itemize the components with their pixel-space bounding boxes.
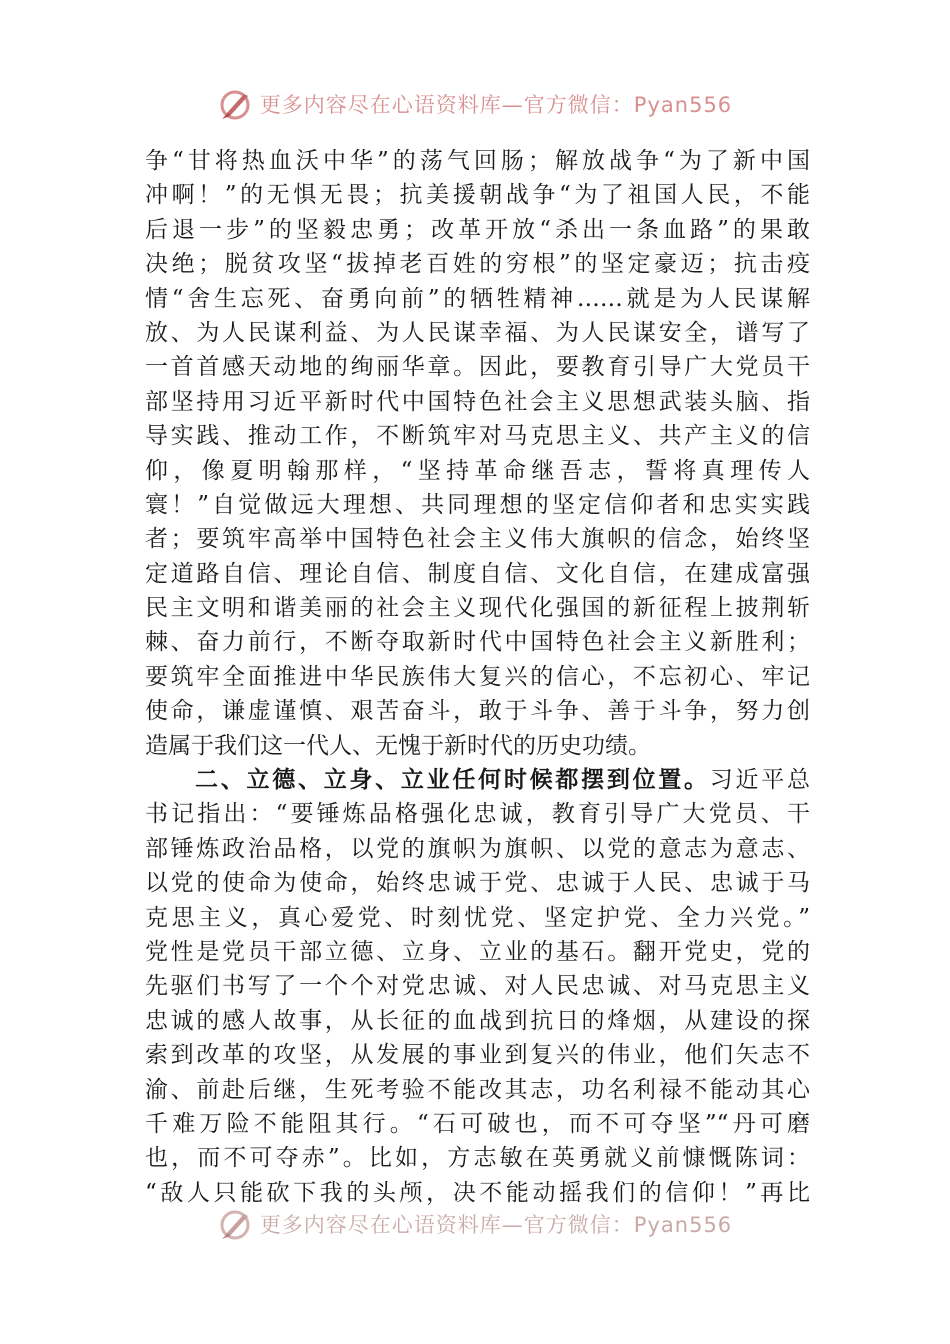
text-line: 者；要筑牢高举中国特色社会主义伟大旗帜的信念，始终坚	[145, 526, 810, 553]
watermark-footer	[0, 1204, 950, 1244]
section-heading: 二、立德、立身、立业任何时候都摆到位置。	[195, 766, 710, 794]
text-line: 渝、前赴后继，生死考验不能改其志，功名利禄不能动其心	[145, 1076, 810, 1103]
text-line: 造属于我们这一代人、无愧于新时代的历史功绩。	[145, 732, 651, 759]
watermark-text: 更多内容尽在心语资料库—官方微信：Pyan556	[259, 93, 733, 117]
watermark-text: 更多内容尽在心语资料库—官方微信：Pyan556	[259, 1213, 733, 1237]
text-line: 部坚持用习近平新时代中国特色社会主义思想武装头脑、指	[145, 388, 810, 415]
text-line: 克思主义，真心爱党、时刻忧党、坚定护党、全力兴党。”	[145, 904, 810, 931]
text-line: 以党的使命为使命，始终忠诚于党、忠诚于人民、忠诚于马	[145, 870, 810, 897]
paragraph-1	[145, 144, 810, 763]
text-line: 后退一步”的坚毅忠勇；改革开放“杀出一条血路”的果敢	[145, 216, 810, 243]
text-line: 一首首感天动地的绚丽华章。因此，要教育引导广大党员干	[145, 354, 810, 381]
text-line: 决绝；脱贫攻坚“拔掉老百姓的穷根”的坚定豪迈；抗击疫	[145, 251, 810, 278]
text-line: 情“舍生忘死、奋勇向前”的牺牲精神……就是为人民谋解	[145, 285, 810, 312]
section-heading-line	[145, 763, 810, 797]
text-line: 争“甘将热血沃中华”的荡气回肠；解放战争“为了新中国	[145, 148, 810, 174]
text-line: 寰！”自觉做远大理想、共同理想的坚定信仰者和忠实实践	[145, 491, 810, 518]
text-line: 党性是党员干部立德、立身、立业的基石。翻开党史，党的	[145, 938, 810, 965]
text-line: “敌人只能砍下我的头颅，决不能动摇我们的信仰！”再比	[145, 1179, 810, 1206]
text-line: 忠诚的感人故事，从长征的血战到抗日的烽烟，从建设的探	[145, 1007, 810, 1034]
text-line: 棘、奋力前行，不断夺取新时代中国特色社会主义新胜利；	[145, 629, 810, 656]
text-line: 书记指出：“要锤炼品格强化忠诚，教育引导广大党员、干	[145, 801, 810, 828]
heading-trailing-text: 习近平总	[709, 767, 810, 794]
text-line: 部锤炼政治品格，以党的旗帜为旗帜、以党的意志为意志、	[145, 835, 810, 862]
document-body	[145, 144, 810, 1210]
text-line: 冲啊！”的无惧无畏；抗美援朝战争“为了祖国人民，不能	[145, 182, 810, 209]
pen-logo-icon	[218, 1206, 254, 1242]
watermark-header	[0, 84, 950, 124]
text-line: 放、为人民谋利益、为人民谋幸福、为人民谋安全，谱写了	[145, 319, 810, 346]
paragraph-2	[145, 763, 810, 1210]
text-line: 先驱们书写了一个个对党忠诚、对人民忠诚、对马克思主义	[145, 973, 810, 1000]
text-line: 使命，谦虚谨慎、艰苦奋斗，敢于斗争、善于斗争，努力创	[145, 698, 810, 725]
text-line: 索到改革的攻坚，从发展的事业到复兴的伟业，他们矢志不	[145, 1042, 810, 1069]
text-line: 也，而不可夺赤”。比如，方志敏在英勇就义前慷慨陈词：	[145, 1145, 810, 1172]
text-line: 定道路自信、理论自信、制度自信、文化自信，在建成富强	[145, 560, 810, 587]
pen-logo-icon	[218, 86, 254, 122]
text-line: 民主文明和谐美丽的社会主义现代化强国的新征程上披荆斩	[145, 595, 810, 622]
text-line: 要筑牢全面推进中华民族伟大复兴的信心，不忘初心、牢记	[145, 663, 810, 690]
text-line: 千难万险不能阻其行。“石可破也，而不可夺坚”“丹可磨	[145, 1110, 810, 1137]
text-line: 导实践、推动工作，不断筑牢对马克思主义、共产主义的信	[145, 423, 810, 450]
text-line: 仰，像夏明翰那样，“坚持革命继吾志，誓将真理传人	[145, 457, 810, 484]
